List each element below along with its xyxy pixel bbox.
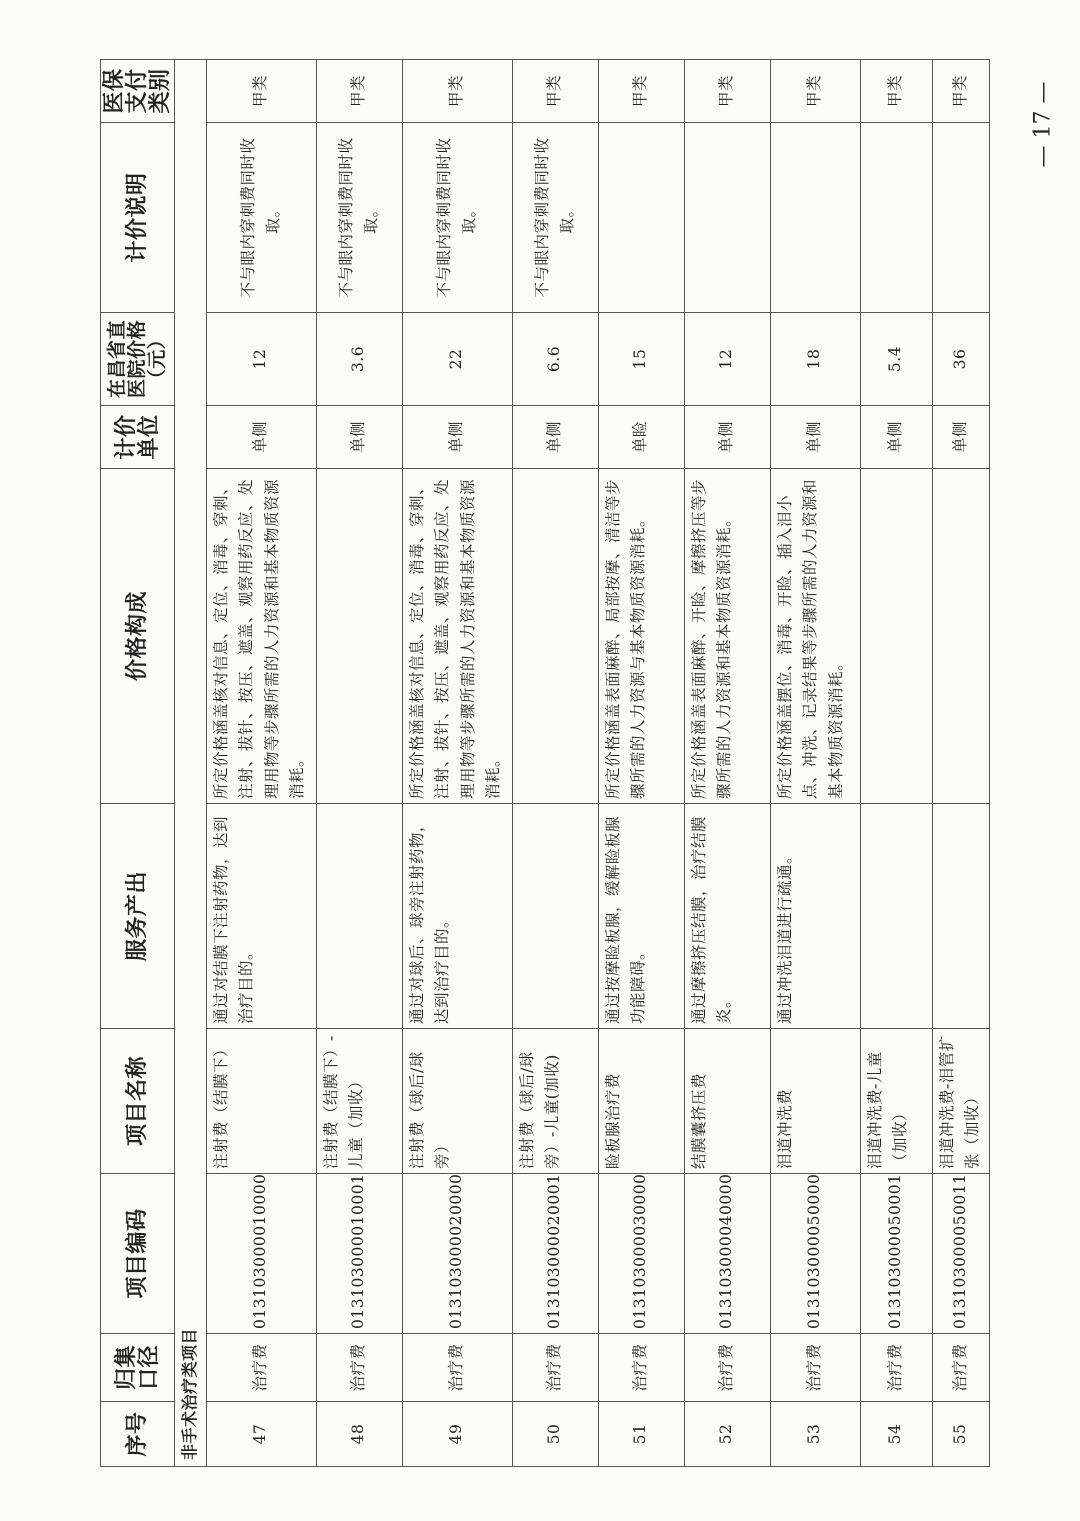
- cell-name: 注射费（结膜下）-儿童（加收）: [316, 1029, 402, 1174]
- table-row: [402, 60, 512, 1467]
- fee-table: [100, 59, 990, 1467]
- cell-note: [598, 123, 684, 313]
- table-row: [684, 60, 770, 1467]
- cell-note: [932, 123, 989, 313]
- cell-insurance: 甲类: [932, 60, 989, 123]
- section-title: 非手术治疗类项目: [175, 60, 206, 1467]
- cell-category: 治疗费: [932, 1334, 989, 1402]
- cell-code: 013103000030000: [598, 1174, 684, 1334]
- header-seq: 序号: [101, 1402, 175, 1467]
- cell-price: 5.4: [860, 313, 932, 406]
- cell-name: 泪道冲洗费: [770, 1029, 860, 1174]
- cell-note: [770, 123, 860, 313]
- cell-output: [860, 804, 932, 1029]
- table-row: [860, 60, 932, 1467]
- cell-note: 不与眼内穿刺费同时收取。: [512, 123, 598, 313]
- cell-price: 12: [684, 313, 770, 406]
- cell-output: [932, 804, 989, 1029]
- header-category: 归集口径: [101, 1334, 175, 1402]
- cell-composition: [316, 469, 402, 804]
- cell-seq: 52: [684, 1402, 770, 1467]
- cell-output: 通过对球后、球旁注射药物，达到治疗目的。: [402, 804, 512, 1029]
- cell-category: 治疗费: [316, 1334, 402, 1402]
- table-row: [598, 60, 684, 1467]
- cell-price: 12: [206, 313, 316, 406]
- page-number: — 17 —: [1030, 81, 1056, 168]
- cell-category: 治疗费: [770, 1334, 860, 1402]
- table-row: [770, 60, 860, 1467]
- header-insurance: 医保支付类别: [101, 60, 175, 123]
- cell-code: 013103000050011: [932, 1174, 989, 1334]
- header-code: 项目编码: [101, 1174, 175, 1334]
- cell-output: [316, 804, 402, 1029]
- cell-composition: 所定价格涵盖核对信息、定位、消毒、穿刺、注射、拔针、按压、遮盖、观察用药反应、处理用物等步骤所需的人力资源和基本物质资源消耗。: [402, 469, 512, 804]
- cell-code: 013103000010000: [206, 1174, 316, 1334]
- cell-name: 注射费（球后/球旁）-儿童(加收): [512, 1029, 598, 1174]
- cell-note: [684, 123, 770, 313]
- cell-name: 睑板腺治疗费: [598, 1029, 684, 1174]
- cell-unit: 单睑: [598, 406, 684, 469]
- cell-note: [860, 123, 932, 313]
- cell-category: 治疗费: [598, 1334, 684, 1402]
- rotated-table-page: [100, 60, 982, 1467]
- table-row: [206, 60, 316, 1467]
- cell-seq: 51: [598, 1402, 684, 1467]
- cell-code: 013103000050000: [770, 1174, 860, 1334]
- cell-output: [512, 804, 598, 1029]
- header-name: 项目名称: [101, 1029, 175, 1174]
- cell-name: 泪道冲洗费-儿童（加收）: [860, 1029, 932, 1174]
- cell-insurance: 甲类: [684, 60, 770, 123]
- cell-insurance: 甲类: [860, 60, 932, 123]
- cell-unit: 单侧: [402, 406, 512, 469]
- cell-unit: 单侧: [206, 406, 316, 469]
- cell-price: 18: [770, 313, 860, 406]
- cell-seq: 48: [316, 1402, 402, 1467]
- cell-code: 013103000010001: [316, 1174, 402, 1334]
- header-note: 计价说明: [101, 123, 175, 313]
- cell-composition: [932, 469, 989, 804]
- cell-name: 注射费（球后/球旁）: [402, 1029, 512, 1174]
- cell-code: 013103000040000: [684, 1174, 770, 1334]
- cell-composition: [512, 469, 598, 804]
- cell-price: 6.6: [512, 313, 598, 406]
- section-row: [175, 60, 206, 1467]
- cell-unit: 单侧: [770, 406, 860, 469]
- cell-insurance: 甲类: [512, 60, 598, 123]
- cell-price: 15: [598, 313, 684, 406]
- cell-insurance: 甲类: [316, 60, 402, 123]
- cell-insurance: 甲类: [598, 60, 684, 123]
- header-output: 服务产出: [101, 804, 175, 1029]
- cell-composition: 所定价格涵盖表面麻醉、开睑、摩擦挤压等步骤所需的人力资源和基本物质资源消耗。: [684, 469, 770, 804]
- header-price: 在昌省直医院价格（元）: [101, 313, 175, 406]
- cell-price: 36: [932, 313, 989, 406]
- cell-insurance: 甲类: [206, 60, 316, 123]
- table-row: [932, 60, 989, 1467]
- cell-code: 013103000020001: [512, 1174, 598, 1334]
- table-row: [512, 60, 598, 1467]
- cell-category: 治疗费: [402, 1334, 512, 1402]
- cell-price: 22: [402, 313, 512, 406]
- table-row: [316, 60, 402, 1467]
- cell-insurance: 甲类: [402, 60, 512, 123]
- cell-note: 不与眼内穿刺费同时收取。: [402, 123, 512, 313]
- cell-code: 013103000050001: [860, 1174, 932, 1334]
- cell-seq: 54: [860, 1402, 932, 1467]
- cell-unit: 单侧: [860, 406, 932, 469]
- cell-composition: 所定价格涵盖表面麻醉、局部按摩、清洁等步骤所需的人力资源与基本物质资源消耗。: [598, 469, 684, 804]
- cell-unit: 单侧: [684, 406, 770, 469]
- cell-code: 013103000020000: [402, 1174, 512, 1334]
- cell-category: 治疗费: [684, 1334, 770, 1402]
- cell-category: 治疗费: [206, 1334, 316, 1402]
- header-composition: 价格构成: [101, 469, 175, 804]
- cell-category: 治疗费: [860, 1334, 932, 1402]
- cell-insurance: 甲类: [770, 60, 860, 123]
- cell-name: 结膜囊挤压费: [684, 1029, 770, 1174]
- cell-output: 通过对结膜下注射药物，达到治疗目的。: [206, 804, 316, 1029]
- cell-composition: [860, 469, 932, 804]
- cell-output: 通过摩擦挤压结膜，治疗结膜炎。: [684, 804, 770, 1029]
- cell-output: 通过按摩睑板腺，缓解睑板腺功能障碍。: [598, 804, 684, 1029]
- cell-name: 泪道冲洗费-泪管扩张（加收）: [932, 1029, 989, 1174]
- cell-seq: 50: [512, 1402, 598, 1467]
- cell-note: 不与眼内穿刺费同时收取。: [316, 123, 402, 313]
- cell-unit: 单侧: [932, 406, 989, 469]
- cell-seq: 53: [770, 1402, 860, 1467]
- cell-note: 不与眼内穿刺费同时收取。: [206, 123, 316, 313]
- cell-name: 注射费（结膜下）: [206, 1029, 316, 1174]
- cell-unit: 单侧: [512, 406, 598, 469]
- cell-seq: 55: [932, 1402, 989, 1467]
- cell-composition: 所定价格涵盖摆位、消毒、开睑、插入泪小点、冲洗、记录结果等步骤所需的人力资源和基本物质资源消耗。: [770, 469, 860, 804]
- cell-seq: 47: [206, 1402, 316, 1467]
- cell-seq: 49: [402, 1402, 512, 1467]
- cell-category: 治疗费: [512, 1334, 598, 1402]
- table-header-row: [101, 60, 175, 1467]
- cell-unit: 单侧: [316, 406, 402, 469]
- cell-output: 通过冲洗泪道进行疏通。: [770, 804, 860, 1029]
- cell-composition: 所定价格涵盖核对信息、定位、消毒、穿刺、注射、拔针、按压、遮盖、观察用药反应、处理用物等步骤所需的人力资源和基本物质资源消耗。: [206, 469, 316, 804]
- header-unit: 计价单位: [101, 406, 175, 469]
- cell-price: 3.6: [316, 313, 402, 406]
